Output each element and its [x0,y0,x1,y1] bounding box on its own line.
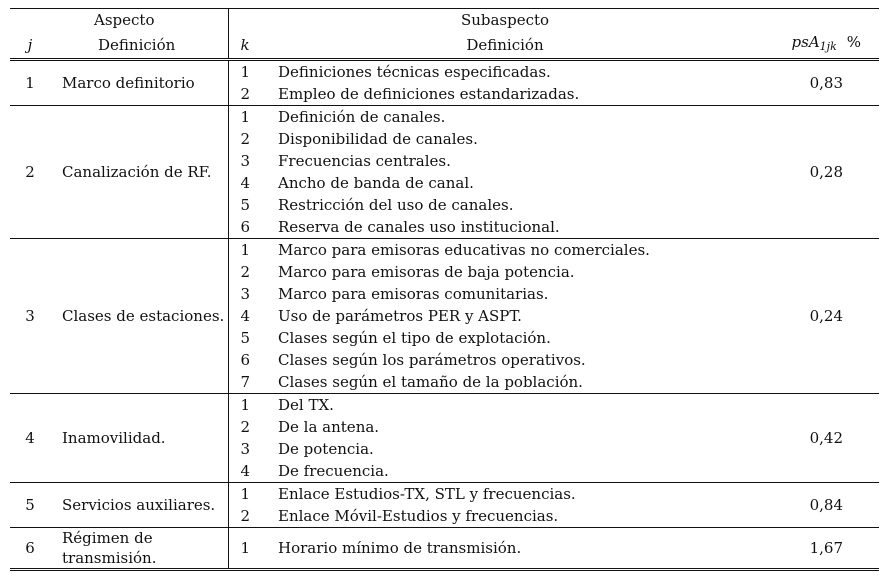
subaspect-definition: Horario mínimo de transmisión. [270,528,740,570]
aspect-index: 3 [10,239,50,394]
header-value: psA$_{1jk}$ % [791,33,861,53]
subaspect-table [10,8,879,571]
aspect-value: 0,28 [740,106,879,239]
subaspect-index: 2 [240,263,251,281]
aspect-value: 0,83 [809,74,843,92]
subaspect-definition: Enlace Estudios-TX, STL y frecuencias. [270,483,740,506]
header-j: j [27,35,33,54]
table-row [10,483,879,506]
aspect-definition: Marco definitorio [50,60,228,106]
subaspect-index: 4 [240,462,251,480]
subaspect-index: 1 [228,394,270,417]
subaspect-index: 4 [240,307,251,325]
subaspect-definition: Clases según los parámetros operativos. [278,351,586,369]
subaspect-definition: Definiciones técnicas especificadas. [278,63,551,81]
subaspect-index: 1 [240,63,251,81]
subaspect-index: 1 [228,239,270,262]
subaspect-definition: Enlace Móvil-Estudios y frecuencias. [278,507,559,525]
table-row [10,394,879,417]
subaspect-index: 3 [240,285,251,303]
subaspect-definition: De frecuencia. [278,462,389,480]
header-definicion-aspecto: Definición [50,31,228,60]
subaspect-index: 1 [228,106,270,129]
header-k: k [240,35,250,54]
subaspect-index: 6 [240,351,251,369]
aspect-value: 0,42 [740,394,879,483]
aspect-definition: Clases de estaciones. [50,239,228,394]
aspect-value: 0,84 [740,483,879,528]
aspect-definition: Servicios auxiliares. [50,483,228,528]
subaspect-index: 1 [228,483,270,506]
subaspect-definition: De la antena. [278,418,380,436]
table-body [10,60,879,570]
aspect-index: 1 [25,74,35,92]
subaspect-definition: Frecuencias centrales. [278,152,451,170]
header-definicion-subaspecto: Definición [466,35,544,54]
table-row [10,60,879,84]
subaspect-definition: Clases según el tipo de explotación. [278,329,551,347]
subaspect-definition: De potencia. [278,440,374,458]
aspect-index: 4 [10,394,50,483]
subaspect-definition: Ancho de banda de canal. [278,174,474,192]
table-row [10,528,879,570]
subaspect-index: 6 [240,218,251,236]
aspect-definition: Régimen de transmisión. [50,528,228,570]
table-row [10,106,879,129]
subaspect-index: 2 [240,418,251,436]
subaspect-index: 7 [240,373,251,391]
subaspect-definition: Empleo de definiciones estandarizadas. [278,85,580,103]
subaspect-definition: Reserva de canales uso institucional. [278,218,560,236]
subaspect-index: 4 [240,174,251,192]
aspect-index: 2 [10,106,50,239]
subaspect-definition: Del TX. [270,394,740,417]
subaspect-index: 5 [240,329,251,347]
subaspect-index: 3 [240,152,251,170]
subaspect-index: 1 [228,528,270,570]
header-row-1 [10,9,879,32]
subaspect-index: 3 [240,440,251,458]
subaspect-index: 2 [240,130,251,148]
subaspect-index: 2 [240,85,251,103]
aspect-value: 0,24 [740,239,879,394]
subaspect-definition: Definición de canales. [270,106,740,129]
aspect-value: 1,67 [740,528,879,570]
header-aspecto: Aspecto [50,9,228,32]
aspect-definition: Inamovilidad. [50,394,228,483]
header-subaspecto: Subaspecto [460,11,550,29]
subaspect-definition: Disponibilidad de canales. [278,130,478,148]
subaspect-definition: Marco para emisoras educativas no comerciales. [270,239,740,262]
subaspect-definition: Restricción del uso de canales. [278,196,514,214]
table-row [10,239,879,262]
aspect-definition: Canalización de RF. [50,106,228,239]
header-row-2 [10,31,879,60]
subaspect-index: 5 [240,196,251,214]
subaspect-definition: Marco para emisoras de baja potencia. [278,263,575,281]
subaspect-definition: Clases según el tamaño de la población. [278,373,583,391]
subaspect-definition: Marco para emisoras comunitarias. [278,285,549,303]
subaspect-definition: Uso de parámetros PER y ASPT. [278,307,522,325]
aspect-index: 6 [10,528,50,570]
subaspect-index: 2 [240,507,251,525]
aspect-index: 5 [10,483,50,528]
